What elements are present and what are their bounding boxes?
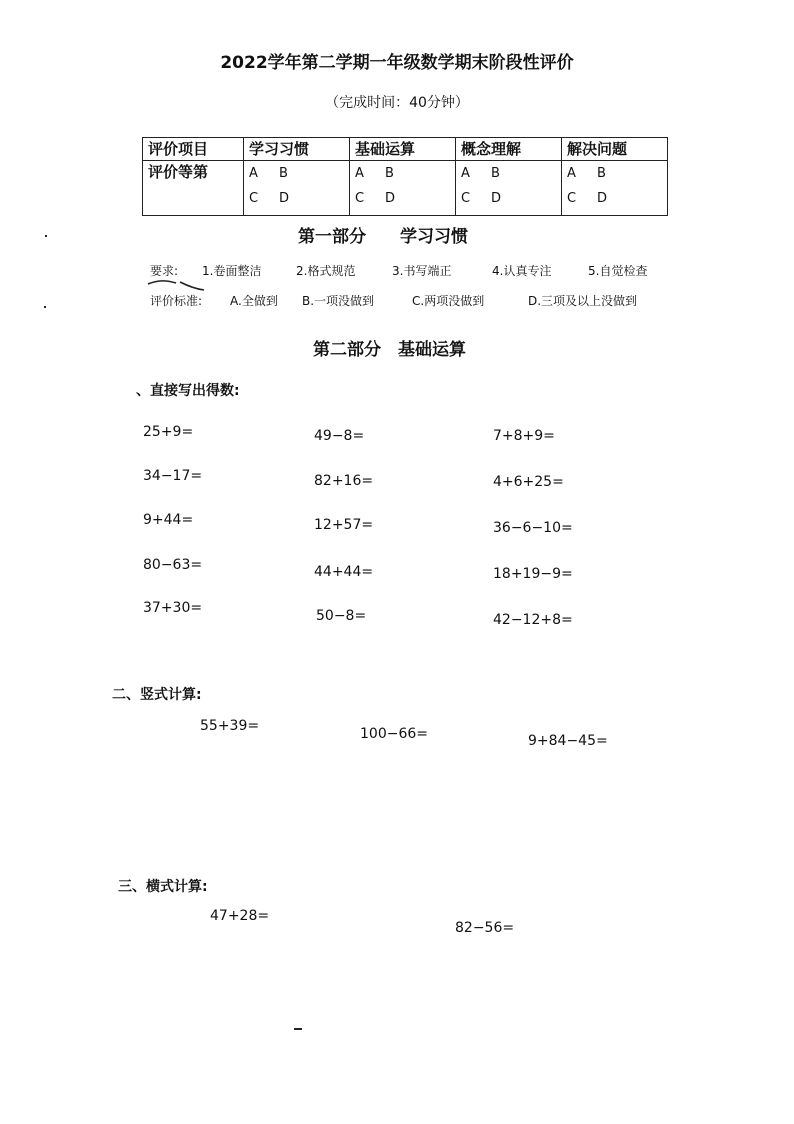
oral-problem: 25+9= [143,424,194,440]
horizontal-problem: 82−56= [455,920,515,936]
requirement-item: 5.自觉检查 [588,264,648,278]
oral-problem: 42−12+8= [493,612,573,628]
grade-option: A [355,166,364,181]
grade-cell[interactable] [456,161,562,216]
criteria-item: A.全做到 [230,294,278,308]
oral-problem: 44+44= [314,564,374,580]
scan-speck [294,1028,302,1030]
oral-problem: 18+19−9= [493,566,573,582]
column-concept-understanding: 概念理解 [456,138,562,161]
oral-problem: 37+30= [143,600,203,616]
oral-problem: 34−17= [143,468,203,484]
grade-option: C [567,191,577,206]
column-study-habits: 学习习惯 [244,138,350,161]
row-label-grades: 评价等第 [143,161,244,216]
requirements-label: 要求: [150,264,179,278]
requirement-item: 3.书写端正 [392,264,452,278]
oral-problem: 7+8+9= [493,428,555,444]
grade-option: D [279,191,290,206]
question3-label: 三、横式计算: [118,879,208,895]
grade-option: A [567,166,576,181]
grade-option: A [461,166,470,181]
vertical-problem: 55+39= [200,718,260,734]
oral-problem: 49−8= [314,428,365,444]
horizontal-problem: 47+28= [210,908,270,924]
requirement-item: 1.卷面整洁 [202,264,262,278]
grade-option: D [491,191,502,206]
grade-option: C [249,191,259,206]
oral-problem: 82+16= [314,473,374,489]
grade-cell[interactable] [244,161,350,216]
requirement-item: 4.认真专注 [492,264,552,278]
column-problem-solving: 解决问题 [562,138,668,161]
grade-option: B [385,166,394,181]
grade-option: C [461,191,471,206]
vertical-problem: 100−66= [360,726,428,742]
part2-heading: 第二部分 基础运算 [313,340,466,360]
oral-problem: 36−6−10= [493,520,573,536]
grade-cell[interactable] [562,161,668,216]
criteria-label: 评价标准: [150,294,203,308]
handwritten-underline-mark [146,278,206,292]
grade-option: B [597,166,606,181]
criteria-item: D.三项及以上没做到 [528,294,638,308]
oral-problem: 50−8= [316,608,367,624]
grade-option: A [249,166,258,181]
vertical-problem: 9+84−45= [528,733,608,749]
question2-label: 二、竖式计算: [112,687,202,703]
row-label-items: 评价项目 [143,138,244,161]
evaluation-table [142,137,668,216]
grade-option: D [385,191,396,206]
scan-speck [45,235,47,237]
time-limit: （完成时间：40分钟） [325,95,469,111]
grade-option: D [597,191,608,206]
column-basic-operations: 基础运算 [350,138,456,161]
criteria-item: B.一项没做到 [302,294,375,308]
grade-option: B [279,166,288,181]
grade-option: C [355,191,365,206]
oral-problem: 9+44= [143,512,194,528]
page-title: 2022学年第二学期一年级数学期末阶段性评价 [220,53,574,73]
criteria-item: C.两项没做到 [412,294,485,308]
scan-speck [44,306,46,308]
question1-label: 、直接写出得数: [136,383,240,399]
oral-problem: 12+57= [314,517,374,533]
grade-cell[interactable] [350,161,456,216]
requirement-item: 2.格式规范 [296,264,356,278]
oral-problem: 80−63= [143,557,203,573]
part1-heading: 第一部分 学习习惯 [298,227,468,247]
grade-option: B [491,166,500,181]
oral-problem: 4+6+25= [493,474,564,490]
